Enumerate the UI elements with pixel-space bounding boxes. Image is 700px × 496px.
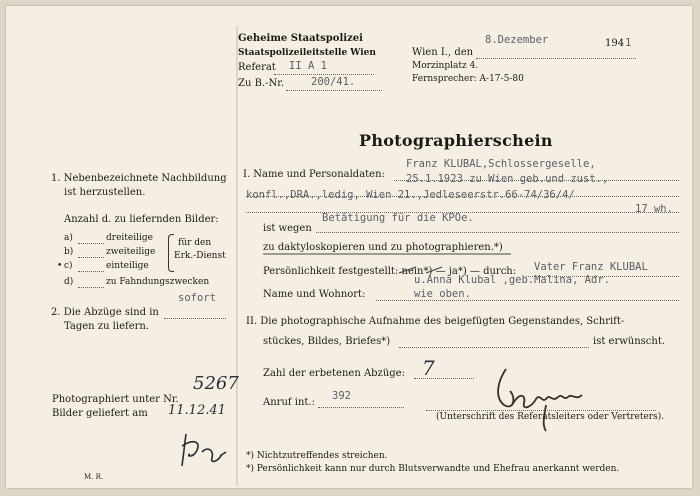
- bracket-label-1: für den: [178, 238, 212, 248]
- option-letter-c: c): [64, 261, 73, 271]
- because-label: ist wegen: [263, 223, 312, 234]
- address: Morzinplatz 4.: [412, 61, 479, 71]
- bracket-label-2: Erk.-Dienst: [174, 251, 226, 261]
- item1-line2: ist herzustellen.: [64, 187, 146, 198]
- fold-line: [236, 26, 238, 486]
- year-suffix: 1: [625, 37, 632, 49]
- item2-line1: 2. Die Abzüge sind in: [51, 307, 159, 318]
- ref-no-label: Zu B.-Nr.: [238, 78, 285, 89]
- count-label: Anzahl d. zu liefernden Bilder:: [64, 214, 219, 225]
- photographed-label: Photographiert unter Nr.: [52, 394, 179, 405]
- initials: M. R.: [84, 473, 104, 481]
- prints-count-label: Zahl der erbetenen Abzüge:: [263, 368, 405, 379]
- org-name: Geheime Staatspolizei: [238, 33, 363, 44]
- identity-value-2: u.Anna Klubal ,geb.Malina, Adr.: [414, 274, 610, 286]
- section2-line2-end: ist erwünscht.: [593, 336, 666, 347]
- identity-label: Persönlichkeit festgestellt: nein*) — ja*) — durch:: [263, 266, 517, 277]
- handwritten-initials-signature: [174, 424, 234, 474]
- office-name: Staatspolizeileitstelle Wien: [238, 48, 376, 58]
- call-label: Anruf int.:: [263, 397, 315, 408]
- section2-line2: stückes, Bildes, Briefes*): [263, 336, 391, 347]
- task-underline-mark: [261, 238, 515, 260]
- option-letter-a: a): [64, 233, 73, 243]
- referat-value: II A 1: [289, 60, 327, 72]
- name-address-label: Name und Wohnort:: [263, 289, 366, 300]
- document-title: Photographierschein: [359, 131, 553, 150]
- place-label: Wien I., den: [412, 47, 474, 58]
- option-a: dreiteilige: [106, 233, 153, 243]
- delivered-value: 11.12.41: [168, 403, 226, 418]
- section1-label: I. Name und Personaldaten:: [243, 169, 385, 180]
- personal-data-line-2: 25.1.1923 zu Wien geb.und zust.,: [406, 173, 609, 185]
- prints-count-value: 7: [422, 356, 435, 380]
- option-c: einteilige: [106, 261, 149, 271]
- personal-data-line-3: konfl.,DRA.,ledig, Wien 21.,Jedleseerstr.66-74/36/4/: [246, 189, 575, 201]
- date-value: 8.Dezember: [485, 34, 549, 46]
- document-sheet: [6, 6, 692, 488]
- call-value: 392: [332, 390, 351, 402]
- signature-caption: (Unterschrift des Referatsleiters oder Vertreters).: [436, 412, 665, 422]
- option-b: zweiteilige: [106, 247, 156, 257]
- photographed-value: 5267: [193, 373, 239, 394]
- option-letter-d: d): [64, 277, 74, 287]
- option-letter-b: b): [64, 247, 74, 257]
- personal-data-line-4: 17 wh.: [635, 203, 673, 215]
- item2-value: sofort: [178, 292, 216, 304]
- footnote-1: *) Nichtzutreffendes streichen.: [246, 451, 388, 461]
- phone: Fernsprecher: A-17-5-80: [412, 74, 524, 84]
- item2-line2: Tagen zu liefern.: [64, 321, 150, 332]
- section2-line1: II. Die photographische Aufnahme des beigefügten Gegenstandes, Schrift-: [246, 316, 625, 327]
- handwritten-signature: [486, 361, 596, 436]
- option-mark-c: •: [57, 261, 63, 271]
- ref-no-value: 200/41.: [311, 76, 356, 88]
- task-text: zu daktyloskopieren und zu photographieren.*): [263, 242, 503, 253]
- name-address-value: wie oben.: [414, 288, 471, 300]
- item1-line1: 1. Nebenbezeichnete Nachbildung: [51, 173, 227, 184]
- delivered-label: Bilder geliefert am: [52, 408, 148, 419]
- year-prefix: 194: [605, 38, 625, 49]
- because-value: Betätigung für die KPOe.: [322, 212, 474, 224]
- identity-value-1: Vater Franz KLUBAL: [534, 261, 648, 273]
- footnote-2: *) Persönlichkeit kann nur durch Blutsverwandte und Ehefrau anerkannt werden.: [246, 464, 620, 474]
- personal-data-line-1: Franz KLUBAL,Schlossergeselle,: [406, 158, 596, 170]
- option-d: zu Fahndungszwecken: [106, 277, 210, 287]
- referat-label: Referat: [238, 62, 276, 73]
